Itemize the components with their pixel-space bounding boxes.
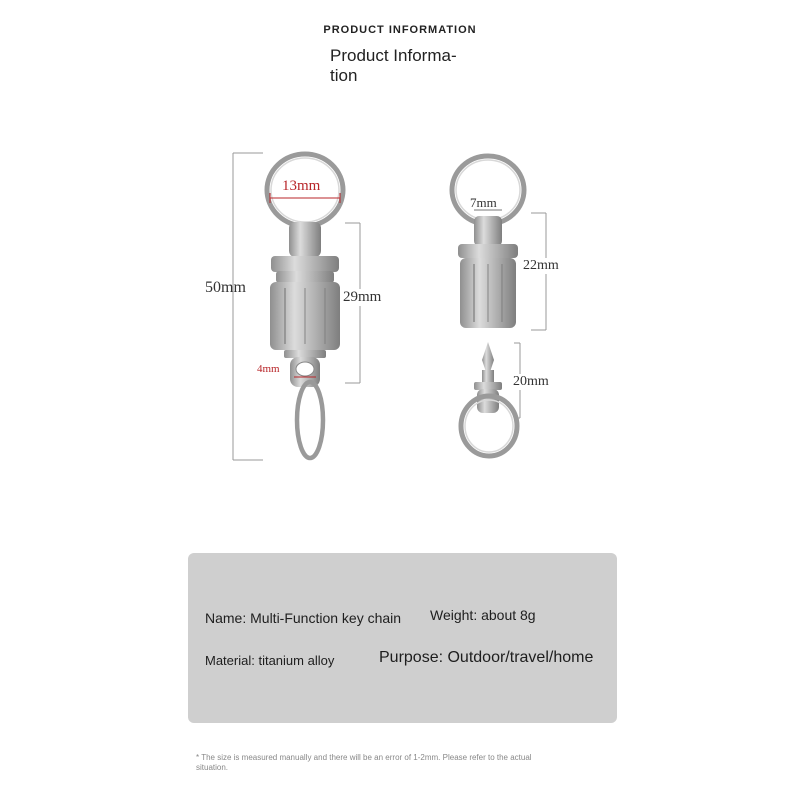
spec-purpose: Purpose: Outdoor/travel/home: [379, 649, 594, 666]
bottom-part-length-label: 20mm: [513, 374, 549, 389]
top-part-ring: [452, 156, 524, 224]
top-part-image: [452, 156, 524, 328]
ring-diameter-label: 13mm: [282, 178, 321, 194]
bottom-ring: [297, 382, 323, 458]
spec-material: Material: titanium alloy: [205, 653, 335, 668]
total-length-bracket: [233, 153, 263, 460]
collar: [271, 256, 339, 272]
bottom-loop-label: 4mm: [257, 363, 280, 375]
section-label: PRODUCT INFORMATION: [323, 24, 477, 36]
body-base: [284, 350, 326, 358]
top-part-neck: [474, 216, 502, 246]
specs-panel: [188, 553, 617, 723]
spec-weight: Weight: about 8g: [430, 607, 536, 623]
top-neck: [289, 222, 321, 257]
body-length-label: 29mm: [343, 289, 382, 305]
spec-name: Name: Multi-Function key chain: [205, 610, 402, 626]
top-neck-label: 7mm: [470, 195, 497, 210]
top-part-length-label: 22mm: [523, 258, 559, 273]
top-part-collar: [458, 244, 518, 258]
measurement-footnote: * The size is measured manually and there will be an error of 1-2mm. Please refer to the actual situation.: [196, 753, 532, 772]
collar-step: [276, 271, 334, 283]
screwdriver-tip: [482, 342, 494, 372]
assembled-keychain-image: [267, 154, 343, 458]
page-title-line-1: Product Informa-: [330, 46, 457, 65]
total-length-label: 50mm: [205, 279, 246, 296]
bottom-part-image: [461, 342, 517, 456]
page-title-line-2: tion: [330, 66, 358, 85]
